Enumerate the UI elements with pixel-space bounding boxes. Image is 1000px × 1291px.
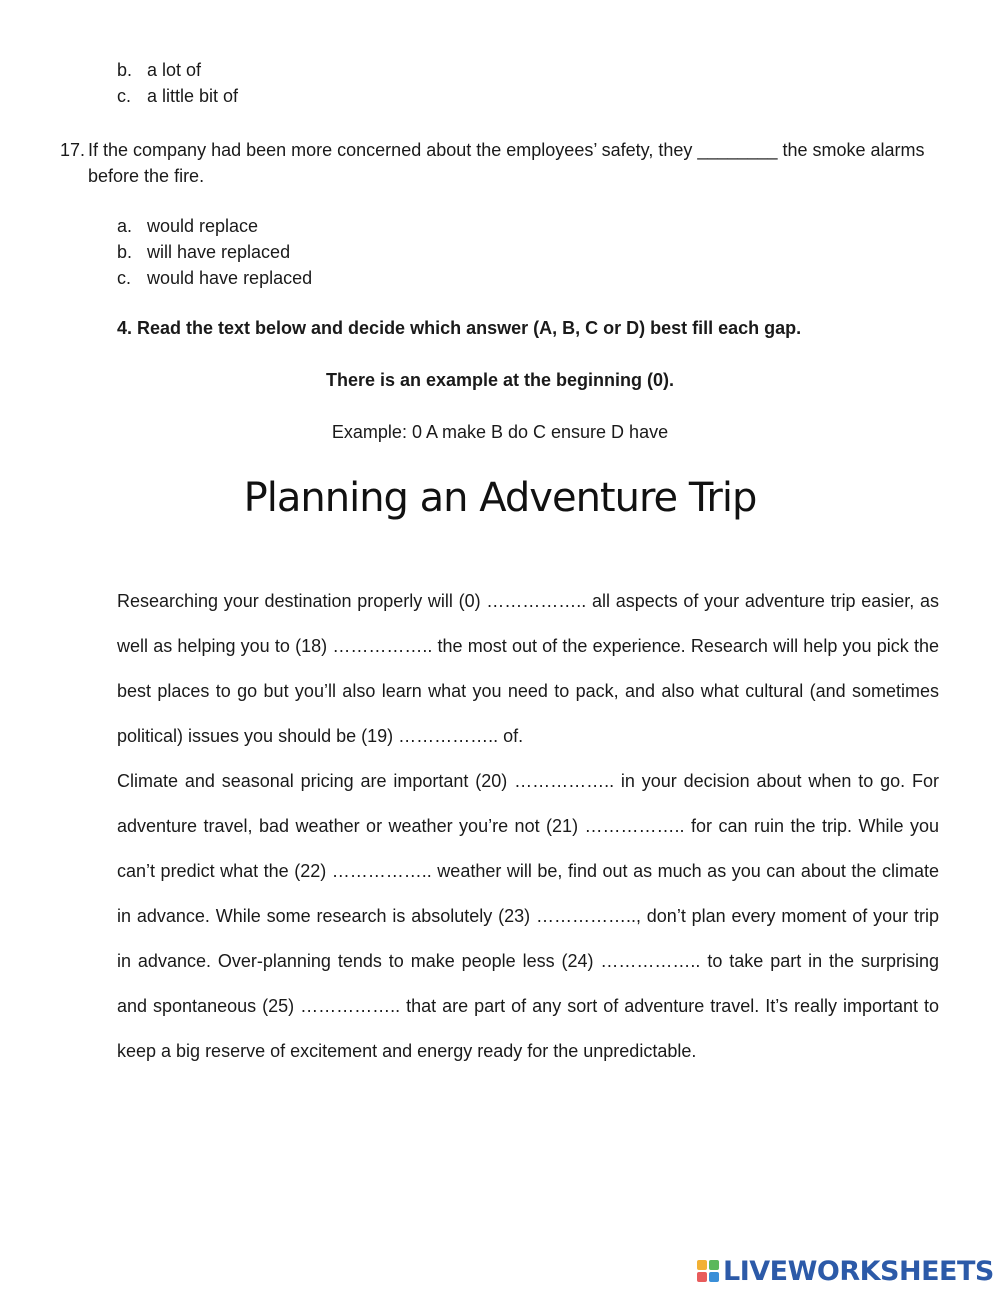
passage-title: Planning an Adventure Trip <box>243 475 757 521</box>
question-number: 17. <box>60 140 86 160</box>
liveworksheets-blocks-icon <box>697 1260 719 1282</box>
logo-block <box>697 1272 707 1282</box>
option-text: will have replaced <box>147 242 291 262</box>
liveworksheets-logo <box>697 1256 994 1286</box>
option-letter: c. <box>117 268 132 288</box>
q16-option-b <box>117 59 201 81</box>
option-text: would replace <box>147 216 259 236</box>
example-line: Example: 0 A make B do C ensure D have <box>331 422 669 442</box>
question-17 <box>60 137 950 189</box>
question-text: If the company had been more concerned about the employees’ safety, they ________ the smoke alarms before the fire. <box>88 140 925 186</box>
q17-option-b <box>117 241 290 263</box>
option-text: would have replaced <box>147 268 313 288</box>
option-text: a little bit of <box>147 86 239 106</box>
option-text: a lot of <box>147 60 202 80</box>
example-note: There is an example at the beginning (0). <box>325 370 675 390</box>
passage-paragraph-2: Climate and seasonal pricing are important (20) …………….. in your decision about when to go. For adventure travel, bad weather or weather you’re not (21) …………….. for can ruin the trip. While you can’t predict what the (22) …………….. weather will be, find out as much as you can about the climate in advance. While some research is absolutely (23) …………….., don’t plan every moment of your trip in advance. Over-planning tends to make people less (24) …………….. to take part in the surprising and spontaneous (25) …………….. that are part of any sort of adventure travel. It’s really important to keep a big reserve of excitement and energy ready for the unpredictable. <box>117 771 939 1061</box>
q17-option-a <box>117 215 258 237</box>
logo-text: LIVEWORKSHEETS <box>723 1255 994 1287</box>
option-letter: c. <box>117 86 132 106</box>
logo-block <box>709 1272 719 1282</box>
option-letter: b. <box>117 60 133 80</box>
logo-block <box>709 1260 719 1270</box>
passage-paragraph-1: Researching your destination properly will (0) …………….. all aspects of your adventure trip easier, as well as helping you to (18) …………….. the most out of the experience. Research will help you pick the best places to go but you’ll also learn what you need to pack, and also what cultural (and sometimes political) issues you should be (19) …………….. of. <box>117 591 939 746</box>
option-letter: a. <box>117 216 133 236</box>
option-letter: b. <box>117 242 133 262</box>
section-4-instruction: 4. Read the text below and decide which answer (A, B, C or D) best fill each gap. <box>117 318 802 338</box>
logo-block <box>697 1260 707 1270</box>
q17-option-c <box>117 267 312 289</box>
passage <box>117 579 939 1074</box>
q16-option-c <box>117 85 238 107</box>
